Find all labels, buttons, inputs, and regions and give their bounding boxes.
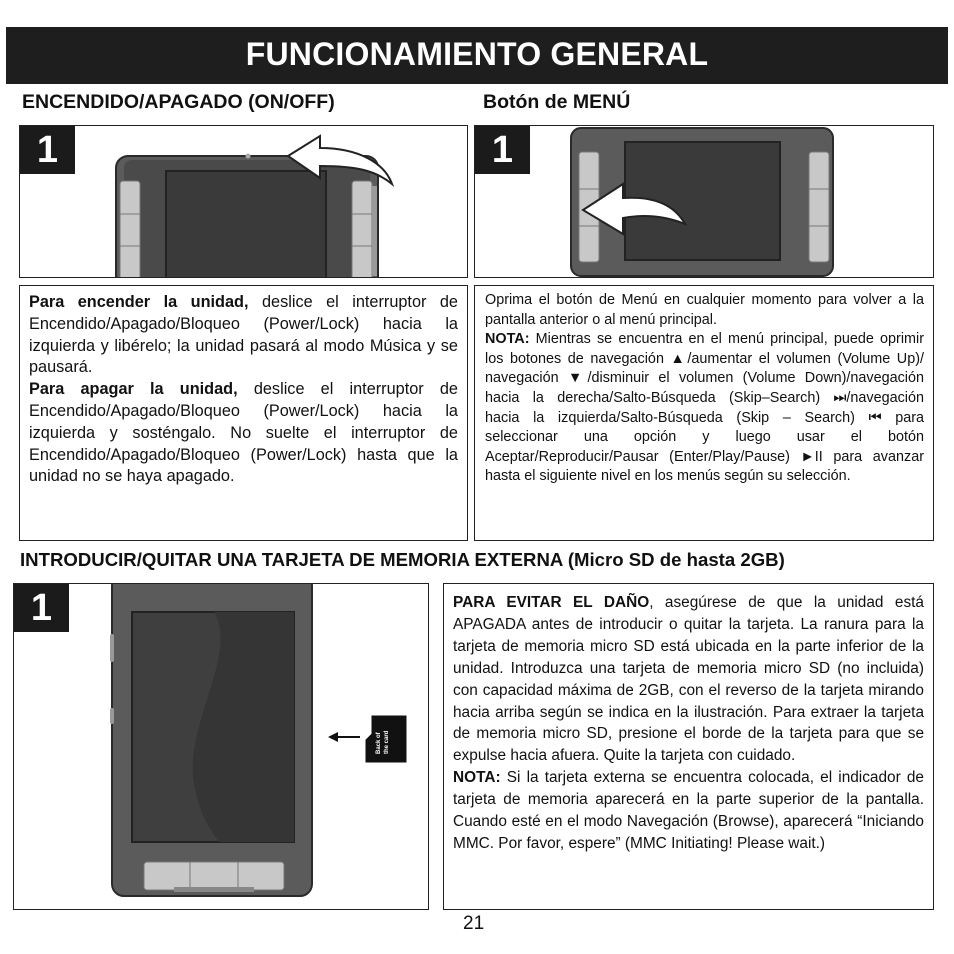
menu-note-paragraph <box>485 330 924 487</box>
card-label-line1: Back of <box>376 732 382 754</box>
power-heading: ENCENDIDO/APAGADO (ON/OFF) <box>22 91 335 113</box>
card-instructions <box>443 583 934 910</box>
power-illustration <box>19 125 468 278</box>
menu-instructions <box>474 285 934 541</box>
device-side-view <box>14 584 429 910</box>
page-title: FUNCIONAMIENTO GENERAL <box>245 36 709 72</box>
card-warning-paragraph <box>453 592 924 767</box>
step-number: 1 <box>475 126 530 174</box>
step-number: 1 <box>20 126 75 174</box>
card-warning-text: , asegúrese de que la unidad está APAGADA antes de introducir o quitar la tarjeta. La ranura para la tarjeta de memoria micro SD está ubicada en la parte inferior de la unidad. Introduzca una tarjeta de memoria micro SD (no incluida) con capacidad máxima de 2GB, con el reverso de la tarjeta mirando hacia arriba según se indica en la ilustración. Para extraer la tarjeta de memoria micro SD, presione el borde de la tarjeta para que se expulse hacia afuera. Quite la tarjeta con cuidado. <box>453 594 924 765</box>
card-note-paragraph <box>453 767 924 855</box>
menu-heading: Botón de MENÚ <box>483 91 631 113</box>
card-warning-lead: PARA EVITAR EL DAÑO <box>453 594 650 611</box>
menu-note-lead: NOTA: <box>485 331 530 348</box>
card-heading: INTRODUCIR/QUITAR UNA TARJETA DE MEMORIA EXTERNA (Micro SD de hasta 2GB) <box>20 549 785 570</box>
step-number: 1 <box>14 584 69 632</box>
back-arrow-icon <box>328 732 360 742</box>
card-label-line2: the card <box>384 730 390 754</box>
menu-note-text: Mientras se encuentra en el menú principal, puede oprimir los botones de navegación ▲/aumentar el volumen (Volume Up)/ navegación ▼/disminuir el volumen (Volume Down)/navegación hacia la derecha/Salto-Búsqueda (Skip–Search) ⏭/navegación hacia la izquierda/Salto-Búsqueda (Skip – Search) ⏮ para seleccionar una opción y luego usar el botón Aceptar/Reproducir/Pausar (Enter/Play/Pause) ►II para avanzar hasta el siguiente nivel en los menús según su selección. <box>485 331 924 485</box>
device-top-view <box>20 126 468 278</box>
card-illustration <box>13 583 429 910</box>
power-off-paragraph <box>29 379 458 488</box>
power-on-lead: Para encender la unidad, <box>29 293 249 311</box>
card-note-lead: NOTA: <box>453 769 501 787</box>
title-banner <box>6 27 948 84</box>
page-number: 21 <box>463 913 485 934</box>
card-note-text: Si la tarjeta externa se encuentra colocada, el indicador de tarjeta de memoria aparecerá en la parte superior de la pantalla. Cuando esté en el modo Navegación (Browse), aparecerá “Iniciando MMC. Por favor, espere” (MMC Initiating! Please wait.) <box>453 769 924 852</box>
menu-illustration <box>474 125 934 278</box>
power-off-text: deslice el interruptor de Encendido/Apagado/Bloqueo (Power/Lock) hacia la izquierda y sosténgalo. No suelte el interruptor de Encendido/Apagado/Bloqueo (Power/Lock) hasta que la unidad no se haya apagado. <box>29 380 458 486</box>
device-front-view <box>475 126 934 278</box>
power-instructions <box>19 285 468 541</box>
power-on-paragraph <box>29 292 458 379</box>
power-on-text: deslice el interruptor de Encendido/Apagado/Bloqueo (Power/Lock) hacia la izquierda y libérelo; la unidad pasará al modo Música y se pausará. <box>29 293 458 377</box>
power-off-lead: Para apagar la unidad, <box>29 380 238 399</box>
menu-intro: Oprima el botón de Menú en cualquier momento para volver a la pantalla anterior o al menú principal. <box>485 292 924 328</box>
